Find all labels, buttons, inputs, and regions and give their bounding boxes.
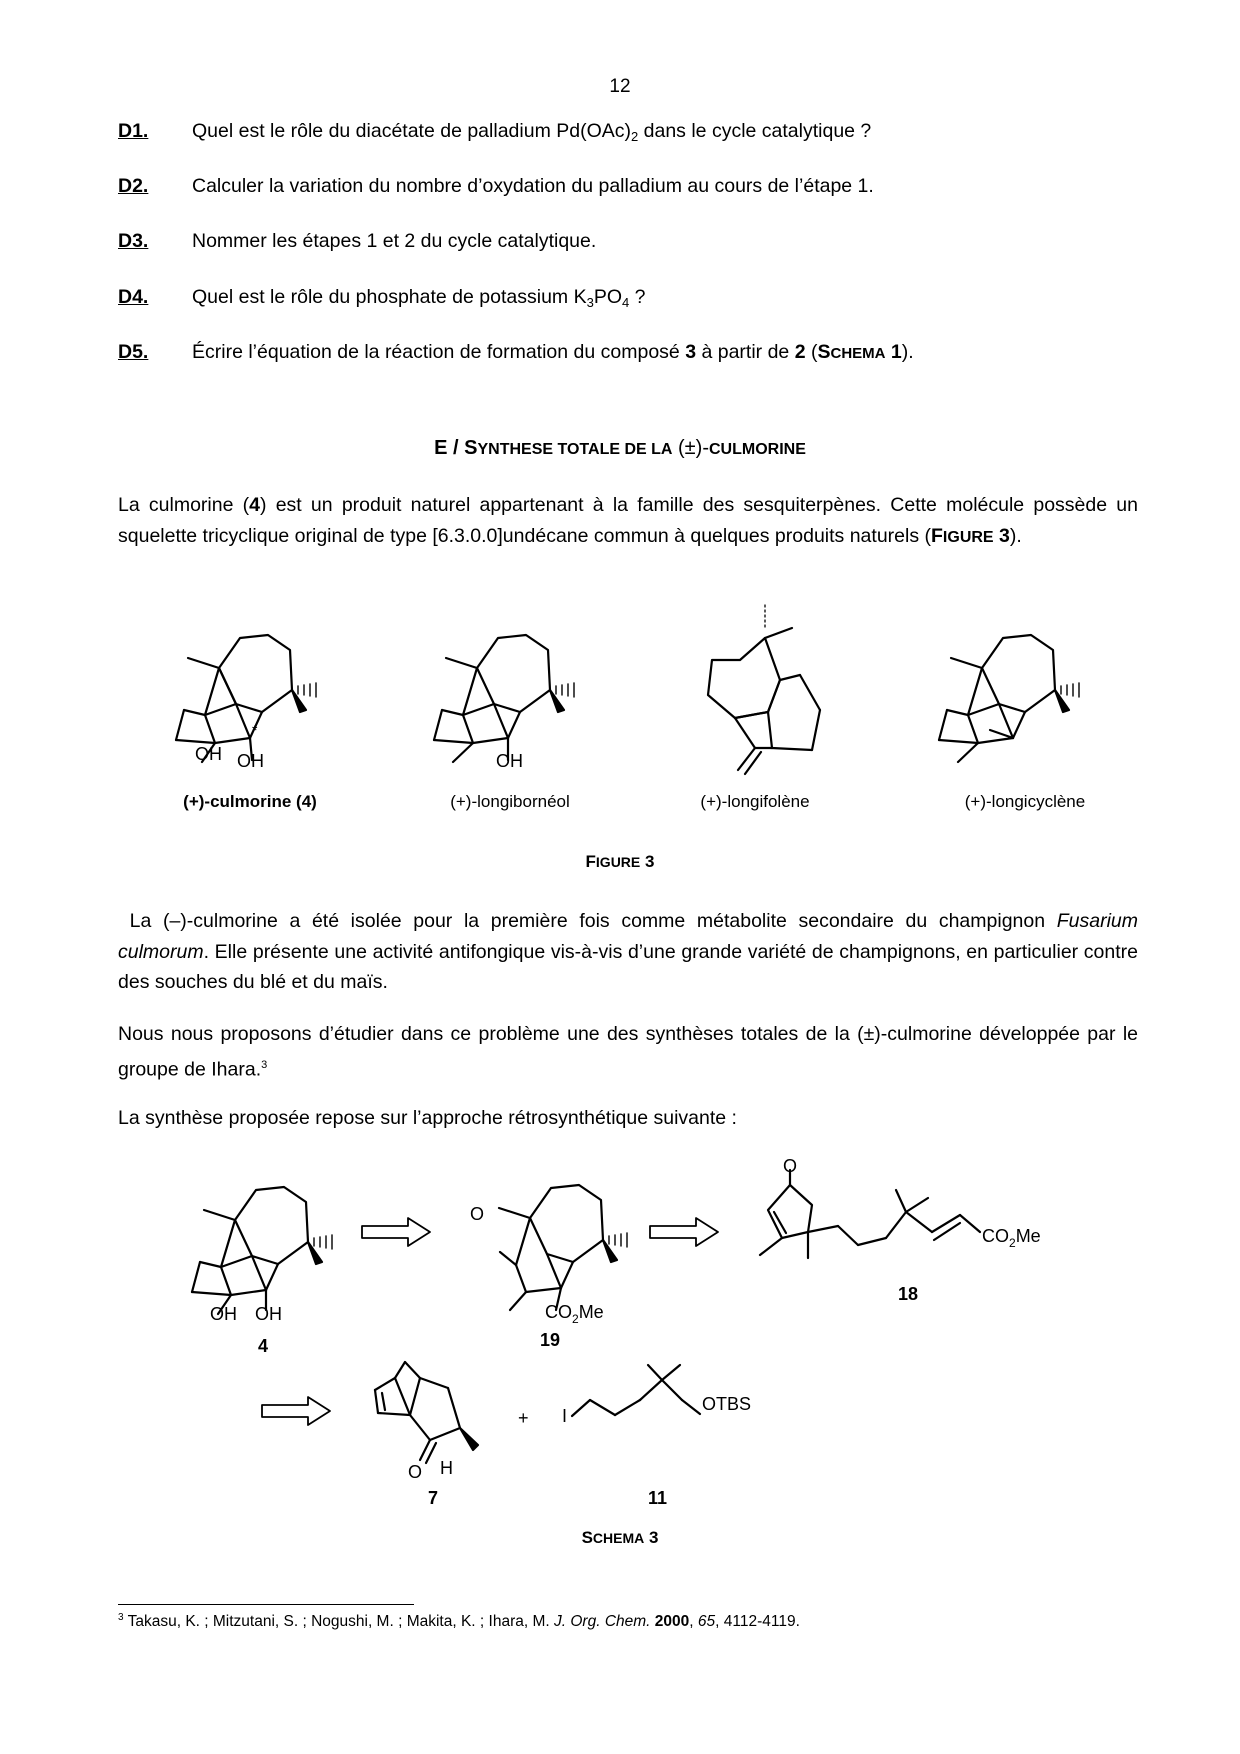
question-label: D1. (118, 120, 149, 142)
compound-name: (+)-longicyclène (964, 792, 1086, 811)
oh-label: OH (195, 744, 222, 764)
scheme3-diagram (0, 1156, 1240, 1508)
oh-label: OH (210, 1304, 237, 1324)
compound-4-structure (192, 1187, 332, 1314)
ketone-o-label: O (783, 1156, 798, 1176)
iodo-label: I (562, 1406, 568, 1426)
longifolene-structure (708, 605, 820, 774)
ester-label: $CO_2Me$ (545, 1302, 604, 1326)
plus-sign: + (518, 1408, 529, 1428)
question-label: D2. (118, 175, 149, 197)
oh-label: OH (255, 1304, 282, 1324)
hydrogen-label: H (440, 1458, 453, 1478)
compound-name: (+)-longibornéol (450, 792, 570, 811)
compound-number: 18 (898, 1284, 919, 1304)
ester-label: $CO_2Me$ (982, 1226, 1041, 1250)
compound-number: 7 (428, 1488, 439, 1508)
culmorine-structure (176, 635, 316, 762)
question-label: D5. (118, 341, 149, 363)
footnote: $^3$ Takasu, K. ; Mitzutani, S. ; Nogushi, M. ; Makita, K. ; Ihara, M. J. Org. Chem. 2000, 65, 4112-4119. (118, 1612, 800, 1631)
retro-arrow (650, 1218, 718, 1246)
longicyclene-structure (939, 635, 1079, 762)
oh-label: OH (496, 751, 523, 771)
page-number: 12 (609, 76, 631, 97)
section-title: E / SYNTHESE TOTALE DE LA (±)-CULMORINE (434, 437, 806, 459)
compound-18-structure (760, 1170, 980, 1258)
question-label: D3. (118, 230, 149, 252)
footnote-separator (118, 1604, 414, 1605)
otbs-label: OTBS (702, 1394, 752, 1414)
compound-number: 4 (258, 1336, 269, 1356)
compound-number: 11 (648, 1488, 668, 1508)
compound-name: (+)-culmorine (4) (183, 792, 317, 811)
figure3-caption: FIGURE 3 (585, 852, 655, 871)
scheme3-caption: SCHEMA 3 (581, 1528, 659, 1547)
compound-number: 19 (540, 1330, 561, 1350)
compound-7-structure (375, 1362, 478, 1463)
longiborneol-structure (434, 635, 574, 762)
synthesis-paragraph: Nous nous proposons d’étudier dans ce problème une des synthèses totales de la (±)-culmorine développée par le groupe de Ihara.$^3$ (118, 1023, 1138, 1080)
retro-arrow (362, 1218, 430, 1246)
compound-name: (+)-longifolène (700, 792, 810, 811)
ketone-o-label: O (408, 1462, 423, 1482)
compound-19-structure (499, 1185, 627, 1310)
question-label: D4. (118, 286, 149, 308)
culmorine-paragraph: La (–)-culmorine a été isolée pour la première fois comme métabolite secondaire du champignon Fusarium culmorum. Elle présente une activité antifongique vis-à-vis d’une grande variété de champignons, en particulier contre des souches du blé et du maïs. (118, 910, 1138, 993)
oh-label: OH (237, 751, 264, 771)
retro-arrow (262, 1397, 330, 1425)
retrosynthesis-intro: La synthèse proposée repose sur l’approche rétrosynthétique suivante : (118, 1107, 737, 1129)
stereocenter-star: * (252, 722, 258, 738)
figure3-structures (0, 600, 1240, 810)
compound-11-structure (572, 1365, 700, 1416)
intro-paragraph: La culmorine (4) est un produit naturel appartenant à la famille des sesquiterpènes. Cette molécule possède un squelette tricyclique original de type [6.3.0.0]undécane commun à quelques produits naturels (FIGURE 3). (118, 494, 1138, 547)
ketone-o-label: O (470, 1204, 485, 1224)
